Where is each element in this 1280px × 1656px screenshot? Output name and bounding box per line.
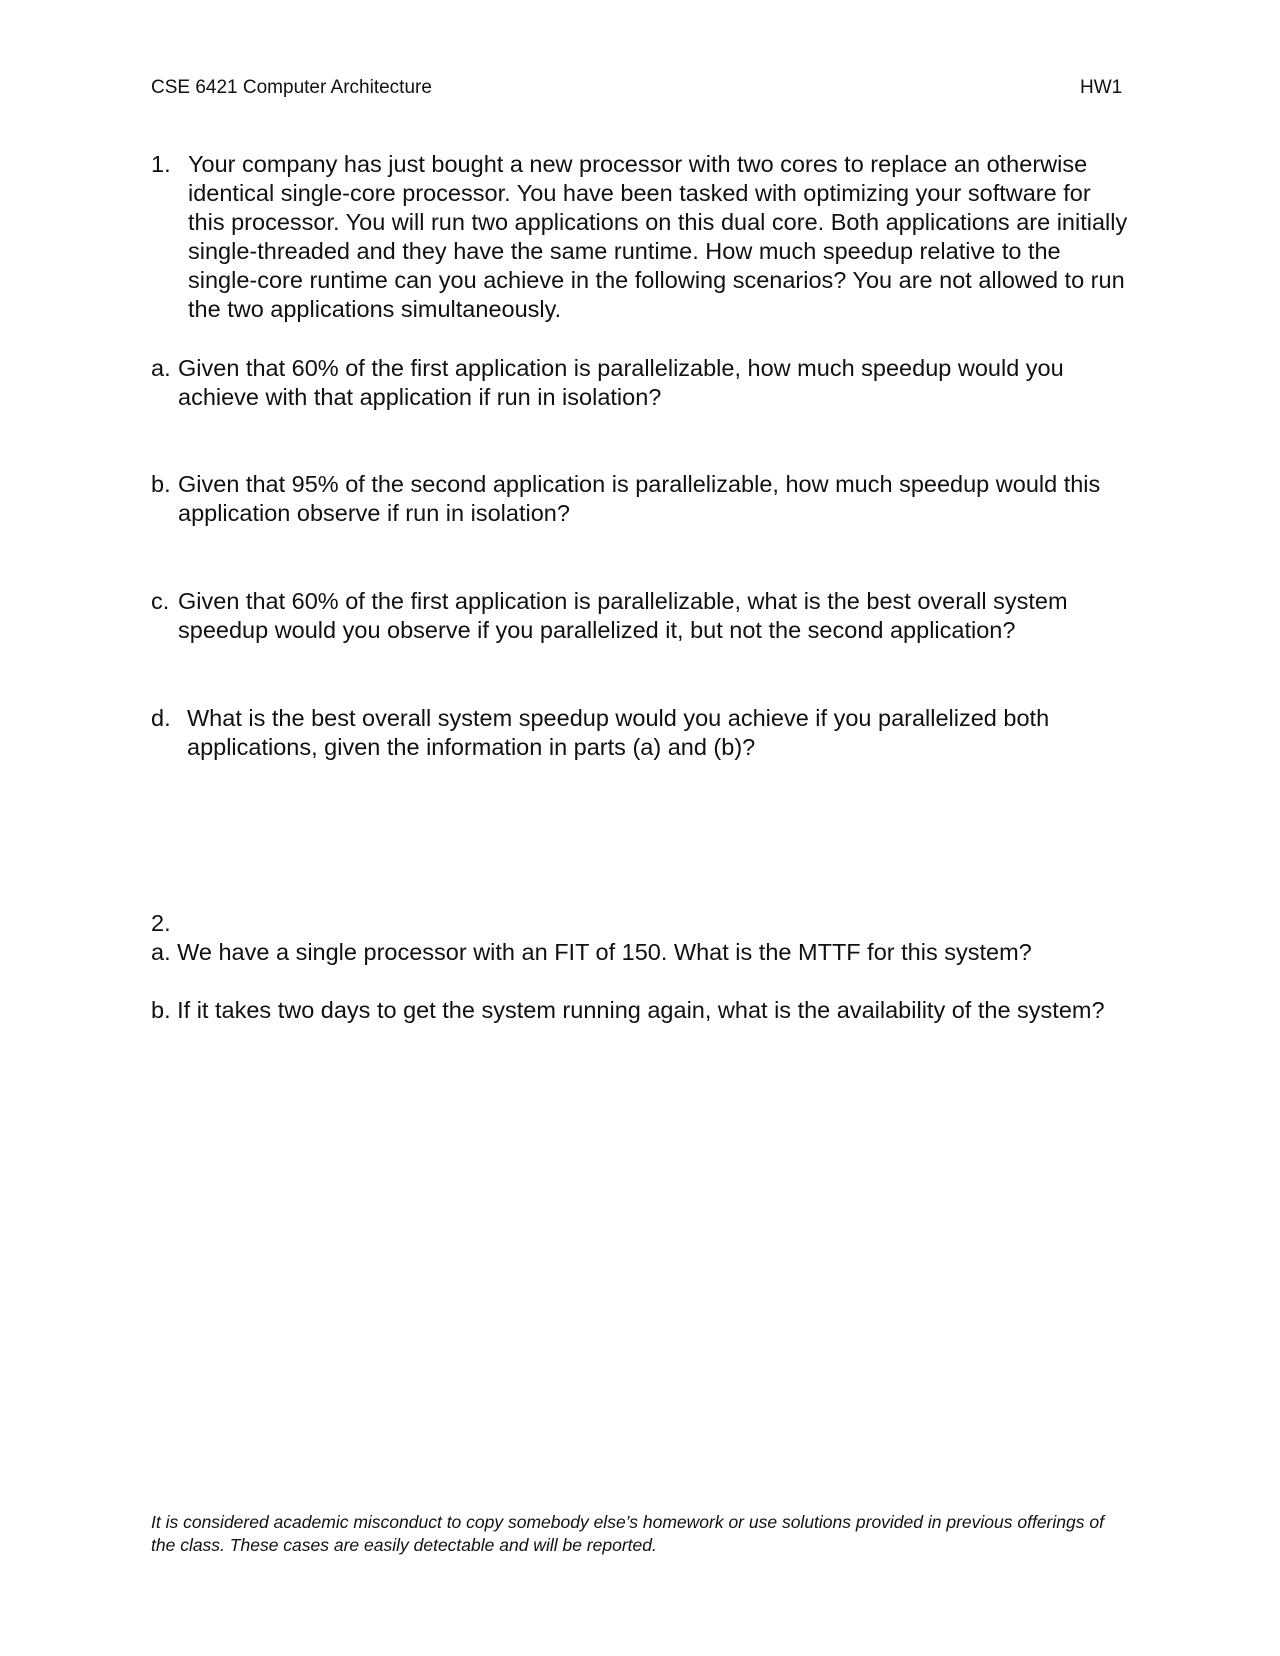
question-2-part-a: a. We have a single processor with an FIT of 150. What is the MTTF for this system? — [151, 939, 1032, 965]
question-2-number: 2. — [151, 910, 171, 936]
question-1-part-a — [151, 354, 1136, 412]
part-text: Given that 60% of the first application is parallelizable, what is the best overall system speedup would you observe if you parallelized it, but not the second application? — [178, 588, 1068, 643]
question-1 — [151, 150, 1131, 324]
part-text: Given that 60% of the first application is parallelizable, how much speedup would you achieve with that application if run in isolation? — [178, 355, 1064, 410]
course-title: CSE 6421 Computer Architecture — [151, 77, 432, 98]
question-1-number: 1. — [151, 151, 171, 177]
question-2-part-b: b. If it takes two days to get the system running again, what is the availability of the system? — [151, 997, 1105, 1023]
part-text: Given that 95% of the second application is parallelizable, how much speedup would this application observe if run in isolation? — [178, 471, 1101, 526]
part-label: c. — [151, 588, 170, 614]
assignment-label: HW1 — [1080, 77, 1123, 98]
academic-misconduct-notice: It is considered academic misconduct to copy somebody else’s homework or use solutions provided in previous offerings of the class. These cases are easily detectable and will be reported. — [151, 1512, 1104, 1555]
part-label: b. — [151, 471, 171, 497]
question-1-text: Your company has just bought a new processor with two cores to replace an otherwise identical single-core processor. You have been tasked with optimizing your software for this processor. You will run two applications on this dual core. Both applications are initially single-threaded and they have the same runtime. How much speedup relative to the single-core runtime can you achieve in the following scenarios? You are not allowed to run the two applications simultaneously. — [188, 151, 1128, 322]
question-1-part-c — [151, 587, 1136, 645]
part-text: What is the best overall system speedup would you achieve if you parallelized both applications, given the information in parts (a) and (b)? — [187, 705, 1050, 760]
part-label: a. — [151, 355, 171, 381]
question-1-part-d — [151, 704, 1136, 762]
question-1-part-b — [151, 470, 1136, 528]
part-label: d. — [151, 705, 171, 731]
